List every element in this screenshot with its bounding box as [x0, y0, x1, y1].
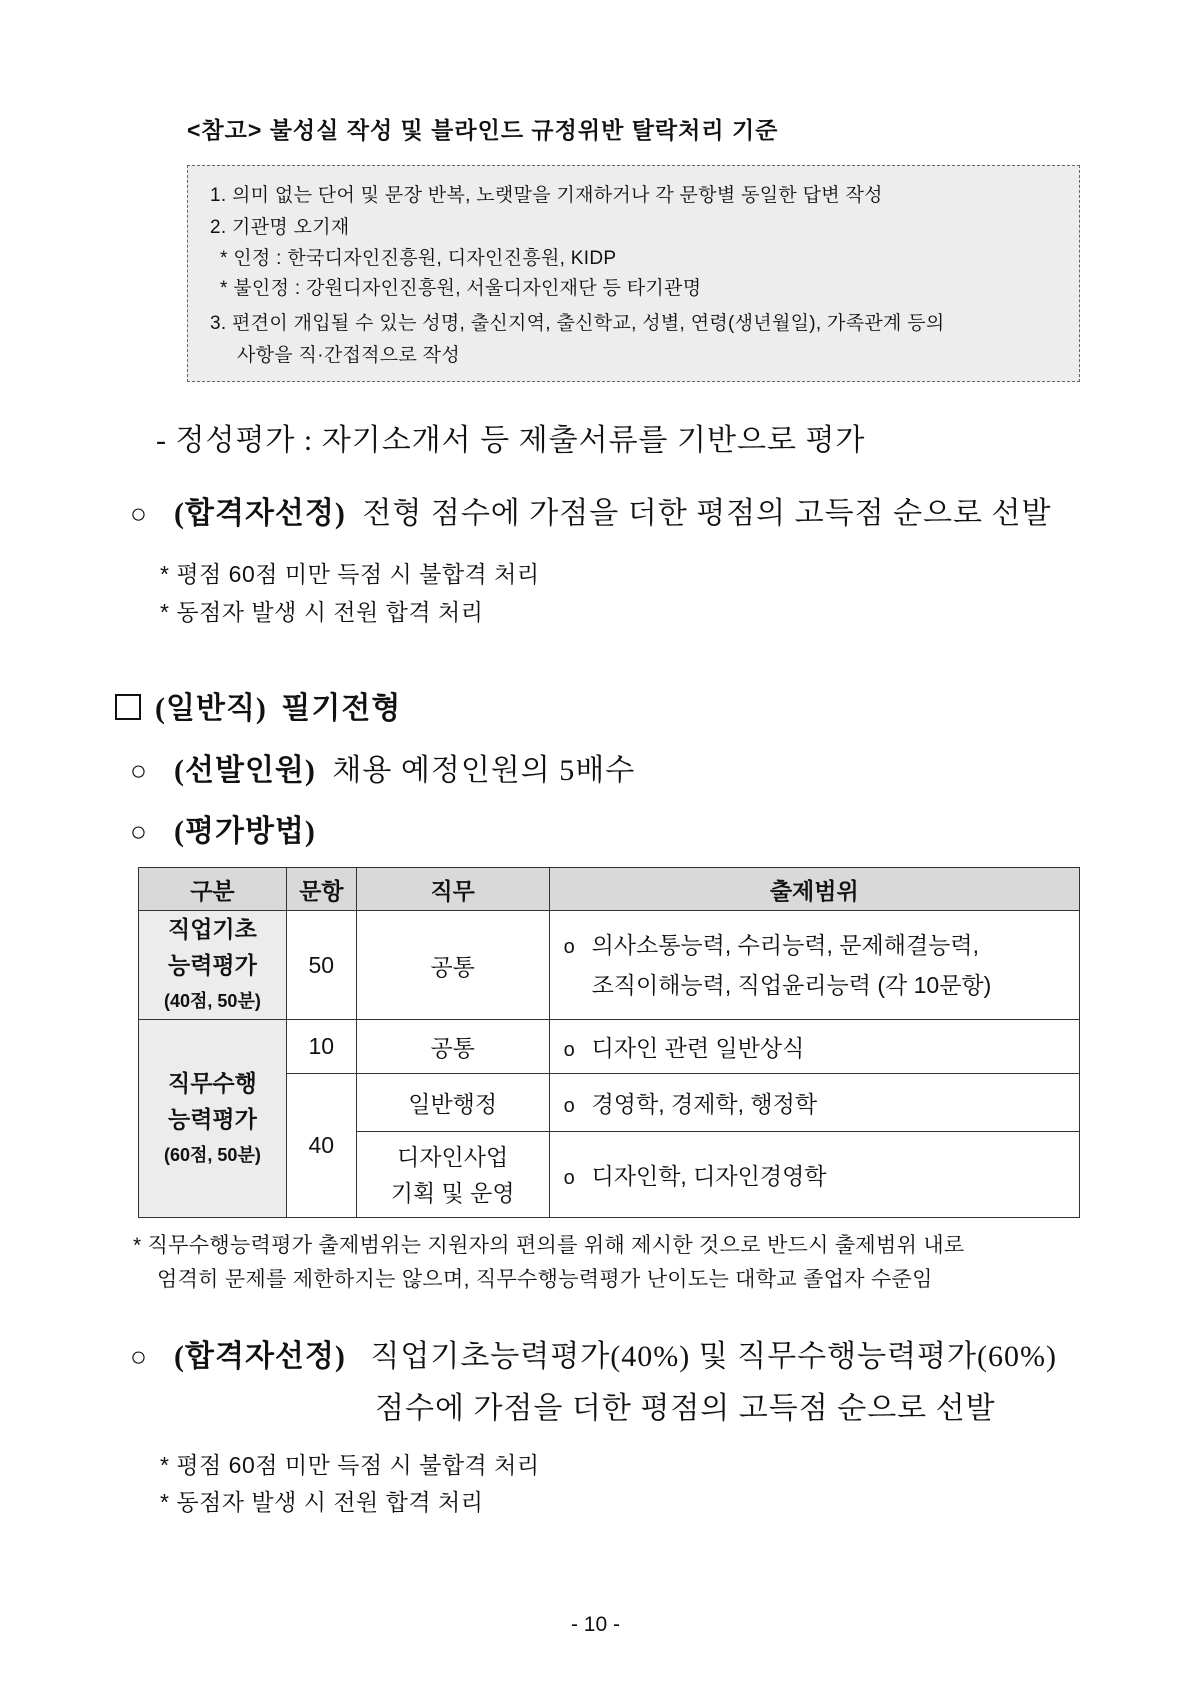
count-cell: 50	[286, 911, 356, 1020]
bullet-icon: o	[563, 936, 575, 958]
job-cell: 일반행정	[356, 1074, 549, 1132]
bullet-icon: o	[563, 1039, 575, 1061]
footnote-l2: 엄격히 문제를 제한하지는 않으며, 직무수행능력평가 난이도는 대학교 졸업자 수준임	[157, 1268, 933, 1291]
job-cell: 공통	[356, 911, 549, 1020]
job-cell: 공통	[356, 1020, 549, 1074]
method-label: (평가방법)	[174, 815, 316, 848]
reference-line-1: 1. 의미 없는 단어 및 문장 반복, 노랫말을 기재하거나 각 문항별 동일한 답변 작성	[210, 185, 883, 206]
table-row	[139, 1020, 1080, 1074]
selection-2-text-l2: 점수에 가점을 더한 평점의 고득점 순으로 선발	[375, 1392, 996, 1425]
scope-text: 디자인 관련 일반상식	[591, 1035, 805, 1061]
page-number: - 10 -	[570, 1613, 620, 1636]
reference-title: <참고> 불성실 작성 및 블라인드 규정위반 탈락처리 기준	[187, 117, 779, 143]
selection-1	[130, 488, 1051, 532]
category-job-l3: (60점, 50분)	[164, 1144, 261, 1165]
scope-text: 경영학, 경제학, 행정학	[591, 1091, 818, 1117]
scope-cell	[549, 1132, 1079, 1218]
count-cell: 40	[286, 1074, 356, 1218]
selection-2	[130, 1331, 1057, 1375]
header-job: 직무	[356, 868, 549, 911]
selection-2-text-l1: 직업기초능력평가(40%) 및 직무수행능력평가(60%)	[370, 1340, 1057, 1373]
table-footnote	[133, 1229, 965, 1297]
table-header-row	[139, 868, 1080, 911]
selection-2-label: (합격자선정)	[174, 1340, 346, 1373]
category-basic-l3: (40점, 50분)	[164, 991, 261, 1011]
category-basic	[139, 911, 287, 1020]
reference-line-2: 2. 기관명 오기재	[210, 217, 350, 238]
selection-1-label: (합격자선정)	[174, 497, 346, 530]
reference-line-5: 3. 편견이 개입될 수 있는 성명, 출신지역, 출신학교, 성별, 연령(생년월일), 가족관계 등의	[210, 313, 945, 334]
job-l2: 기획 및 운영	[390, 1179, 515, 1206]
job-l1: 디자인사업	[397, 1143, 509, 1170]
scope-cell	[549, 911, 1079, 1020]
header-category: 구분	[139, 868, 287, 911]
category-job	[139, 1020, 287, 1218]
scope-cell	[549, 1020, 1079, 1074]
circle-bullet-icon: ○	[130, 499, 148, 530]
section-text: 필기전형	[281, 692, 402, 725]
scope-l1: 의사소통능력, 수리능력, 문제해결능력,	[591, 932, 980, 958]
scope-cell	[549, 1074, 1079, 1132]
category-basic-l2: 능력평가	[167, 952, 257, 978]
circle-bullet-icon: ○	[130, 817, 148, 848]
reference-line-4: * 불인정 : 강원디자인진흥원, 서울디자인재단 등 타기관명	[220, 278, 702, 299]
header-questions: 문항	[286, 868, 356, 911]
header-scope: 출제범위	[549, 868, 1079, 911]
reference-box	[187, 165, 1080, 382]
recruit-label: (선발인원)	[174, 754, 316, 787]
table-row	[139, 911, 1080, 1020]
bullet-icon: o	[563, 1167, 575, 1189]
count-cell: 10	[286, 1020, 356, 1074]
reference-line-6: 사항을 직·간접적으로 작성	[237, 345, 460, 366]
qualitative-eval: - 정성평가 : 자기소개서 등 제출서류를 기반으로 평가	[156, 424, 866, 457]
selection-1-text: 전형 점수에 가점을 더한 평점의 고득점 순으로 선발	[362, 497, 1052, 530]
category-job-l2: 능력평가	[167, 1105, 257, 1132]
circle-bullet-icon: ○	[130, 1342, 148, 1373]
selection-1-note-1: * 평점 60점 미만 득점 시 불합격 처리	[160, 561, 540, 587]
category-job-l1: 직무수행	[167, 1069, 257, 1096]
reference-line-3: * 인정 : 한국디자인진흥원, 디자인진흥원, KIDP	[220, 248, 617, 269]
evaluation-table	[138, 867, 1080, 1218]
circle-bullet-icon: ○	[130, 756, 148, 787]
category-basic-l1: 직업기초	[167, 916, 257, 942]
scope-text: 디자인학, 디자인경영학	[591, 1163, 827, 1189]
section-heading	[115, 683, 401, 727]
selection-2-note-2: * 동점자 발생 시 전원 합격 처리	[160, 1489, 484, 1515]
square-checkbox-icon	[115, 694, 141, 720]
recruit-text: 채용 예정인원의 5배수	[332, 754, 636, 787]
job-cell	[356, 1132, 549, 1218]
recruit-line	[130, 745, 635, 789]
selection-2-note-1: * 평점 60점 미만 득점 시 불합격 처리	[160, 1452, 540, 1478]
selection-1-note-2: * 동점자 발생 시 전원 합격 처리	[160, 599, 484, 625]
section-label: (일반직)	[155, 692, 267, 725]
method-line	[130, 806, 316, 850]
footnote-l1: * 직무수행능력평가 출제범위는 지원자의 편의를 위해 제시한 것으로 반드시 출제범위 내로	[133, 1234, 965, 1257]
scope-l2: 조직이해능력, 직업윤리능력 (각 10문항)	[591, 972, 992, 998]
bullet-icon: o	[563, 1095, 575, 1117]
